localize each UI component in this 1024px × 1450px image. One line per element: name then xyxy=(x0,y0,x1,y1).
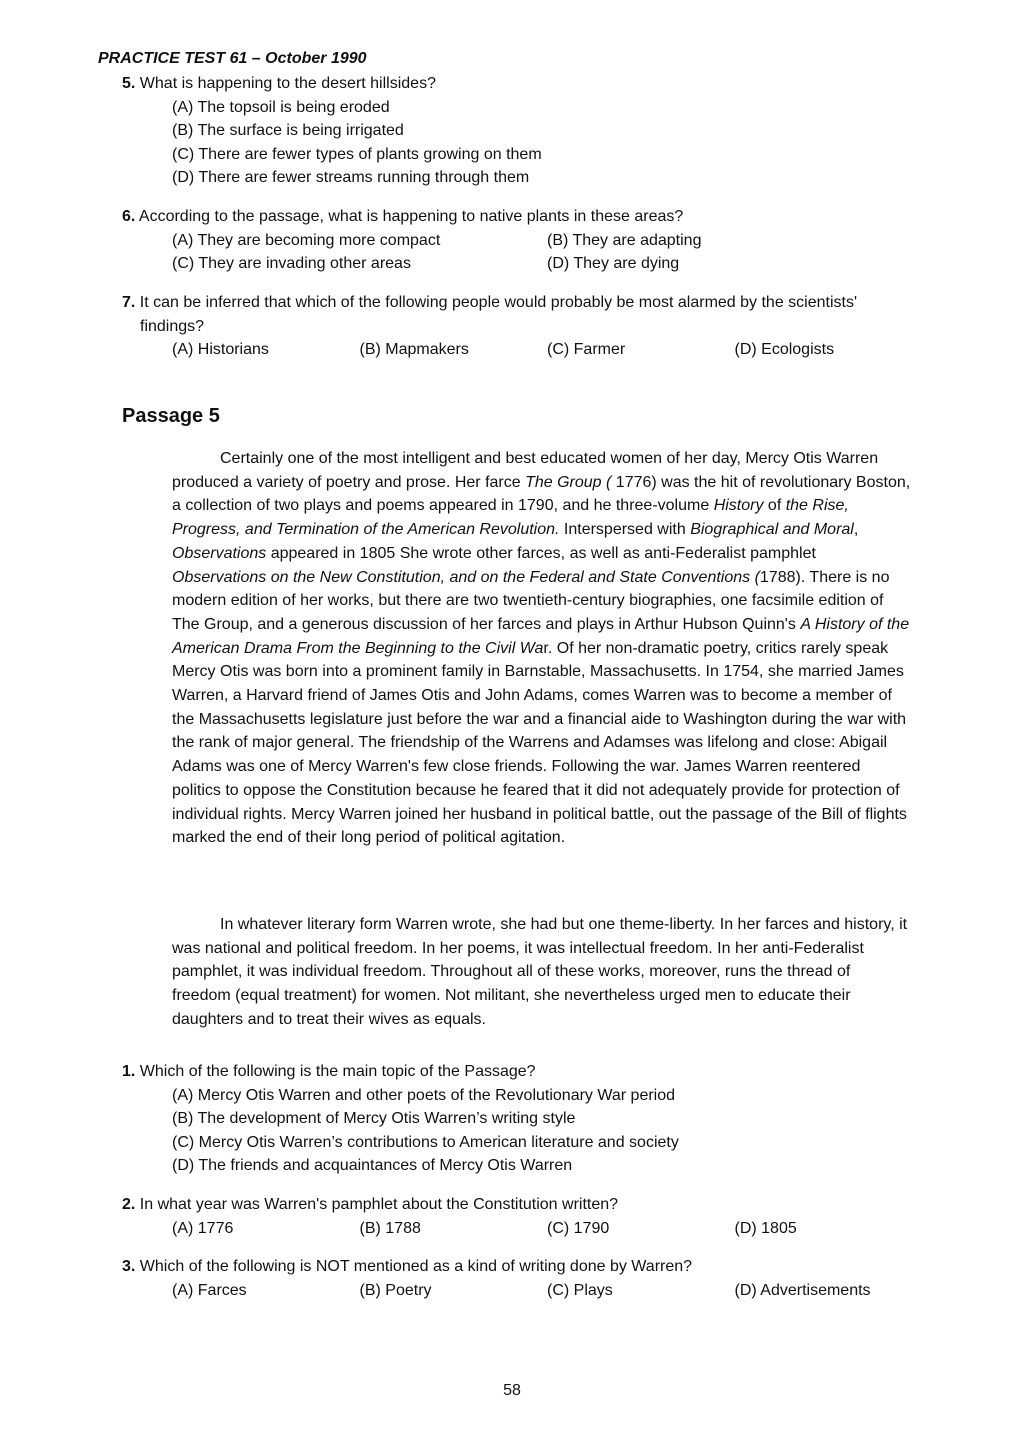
question-stem: According to the passage, what is happening to native plants in these areas? xyxy=(135,208,684,225)
option-c: (C) Plays xyxy=(547,1281,613,1299)
passage-paragraph-1: Certainly one of the most intelligent and best educated women of her day, Mercy Otis Warren produced a variety of poetry and prose. Her farce The Group ( 1776) was the hit of revolutionary Boston, a collection of two plays and poems appeared in 1790, and he three-volume History of the Rise, Progress, and Termination of the American Revolution. Interspersed with Biographical and Moral, Observations appeared in 1805 She wrote other farces, as well as anti-Federalist pamphlet Observations on the New Constitution, and on the Federal and State Conventions (1788). There is no modern edition of her works, but there are two twentieth-century biographies, one facsimile edition of The Group, and a generous discussion of her farces and plays in Arthur Hubson Quinn's A History of the American Drama From the Beginning to the Civil War. Of her non-dramatic poetry, critics rarely speak Mercy Otis was born into a prominent family in Barnstable, Massachusetts. In 1754, she married James Warren, a Harvard friend of James Otis and John Adams, comes Warren was to become a member of the Massachusetts legislature just before the war and a financial aide to Washington during the war with the rank of major general. The friendship of the Warrens and Adamses was lifelong and close: Abigail Adams was one of Mercy Warren's few close friends. Following the war. James Warren reentered politics to oppose the Constitution because he feared that it did not adequately provide for protection of individual rights. Mercy Warren joined her husband in political battle, out the passage of the Bill of flights marked the end of their long period of political agitation. xyxy=(172,450,911,847)
question-6 xyxy=(122,205,922,276)
option-d: (D) 1805 xyxy=(734,1219,797,1237)
question-number: 6. xyxy=(122,208,136,225)
page-header: PRACTICE TEST 61 – October 1990 xyxy=(98,50,367,67)
option-c: (C) There are fewer types of plants growing on them xyxy=(172,145,542,163)
question-number: 1. xyxy=(122,1063,136,1080)
question-stem: In what year was Warren's pamphlet about the Constitution written? xyxy=(135,1196,619,1213)
question-1 xyxy=(122,1060,922,1178)
option-a: (A) 1776 xyxy=(172,1219,234,1237)
option-c: (C) Farmer xyxy=(547,341,626,358)
question-number: 7. xyxy=(122,294,136,311)
option-b: (B) The surface is being irrigated xyxy=(172,122,404,139)
option-a: (A) Mercy Otis Warren and other poets of the Revolutionary War period xyxy=(172,1086,676,1104)
option-b: (B) Mapmakers xyxy=(359,341,469,358)
option-c: (C) 1790 xyxy=(547,1219,610,1237)
passage-paragraph-2: In whatever literary form Warren wrote, she had but one theme-liberty. In her farces and history, it was national and political freedom. In her poems, it was intellectual freedom. In her anti-Federalist pamphlet, it was individual freedom. Throughout all of these works, moreover, runs the thread of freedom (equal treatment) for women. Not militant, she nevertheless urged men to educate their daughters and to treat their wives as equals. xyxy=(172,916,908,1028)
option-a: (A) Historians xyxy=(172,341,269,358)
question-number: 5. xyxy=(122,75,136,92)
option-b: (B) The development of Mercy Otis Warren’s writing style xyxy=(172,1110,576,1127)
question-number: 2. xyxy=(122,1196,136,1213)
option-b: (B) 1788 xyxy=(359,1219,421,1237)
option-a: (A) Farces xyxy=(172,1281,247,1299)
question-stem: Which of the following is the main topic of the Passage? xyxy=(135,1063,536,1080)
question-7 xyxy=(122,291,922,362)
option-c: (C) They are invading other areas xyxy=(172,255,411,272)
option-d: (D) Ecologists xyxy=(734,341,835,358)
passage-title: Passage 5 xyxy=(122,405,220,427)
question-stem: Which of the following is NOT mentioned as a kind of writing done by Warren? xyxy=(135,1258,693,1275)
question-stem: What is happening to the desert hillsides? xyxy=(135,75,436,92)
option-b: (B) They are adapting xyxy=(547,231,702,249)
option-d: (D) They are dying xyxy=(547,255,680,272)
question-5 xyxy=(122,72,922,190)
page-number: 58 xyxy=(503,1382,521,1399)
option-d: (D) The friends and acquaintances of Mercy Otis Warren xyxy=(172,1157,573,1174)
option-b: (B) Poetry xyxy=(359,1281,432,1299)
question-2 xyxy=(122,1193,922,1240)
option-d: (D) Advertisements xyxy=(734,1281,871,1299)
question-stem-continued: findings? xyxy=(140,317,205,335)
option-a: (A) The topsoil is being eroded xyxy=(172,98,390,116)
option-a: (A) They are becoming more compact xyxy=(172,231,441,249)
option-d: (D) There are fewer streams running through them xyxy=(172,169,530,186)
question-3 xyxy=(122,1255,922,1302)
question-number: 3. xyxy=(122,1258,136,1275)
question-stem: It can be inferred that which of the following people would probably be most alarmed by the scientists' xyxy=(135,294,858,311)
option-c: (C) Mercy Otis Warren’s contributions to American literature and society xyxy=(172,1133,679,1151)
